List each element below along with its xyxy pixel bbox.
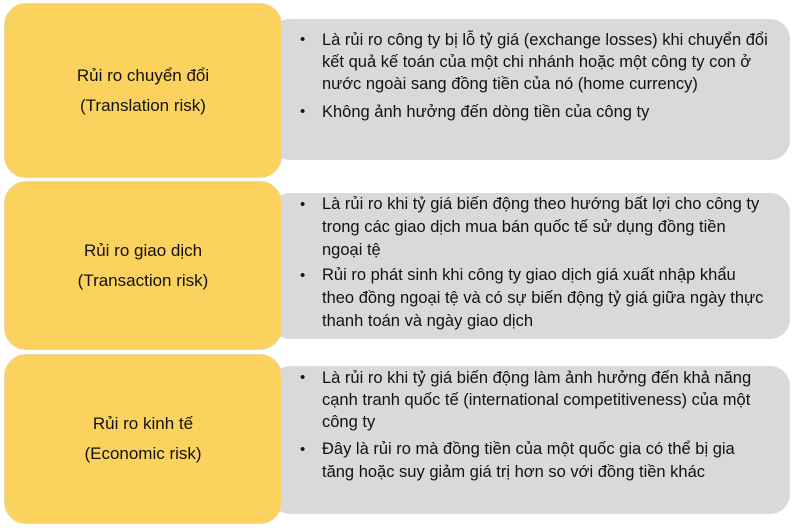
bullet-icon: • — [300, 267, 306, 284]
risk-title: Rủi ro chuyển đổi — [76, 65, 210, 85]
bullet-item: • Không ảnh hưởng đến dòng tiền của công ty — [300, 103, 650, 121]
bullet-icon: • — [300, 369, 306, 386]
bullet-icon: • — [300, 31, 306, 48]
risk-subtitle: (Economic risk) — [84, 444, 202, 463]
bullet-list — [300, 193, 768, 333]
bullet-item: • Là rủi ro công ty bị lỗ tỷ giá (exchange losses) khi chuyển đổi kết quả kế toán của một chi nhánh hoặc một công ty con ở nước ngoài sang đồng tiền của nó (home currency) — [300, 31, 768, 93]
bullet-item: • Rủi ro phát sinh khi công ty giao dịch giá xuất nhập khẩu theo đồng ngoại tệ và có sự biến động tỷ giá giữa ngày thực thanh toán và ngày giao dịch — [300, 266, 764, 330]
bullet-item: • Là rủi ro khi tỷ giá biến động làm ảnh hưởng đến khả năng cạnh tranh quốc tế (international competitiveness) của một công ty — [300, 369, 752, 431]
risk-title: Rủi ro kinh tế — [92, 414, 194, 433]
bullet-icon: • — [300, 103, 306, 120]
risk-description-box — [270, 366, 790, 514]
risk-label-box — [4, 3, 282, 178]
risk-label-box — [4, 181, 282, 350]
bullet-icon: • — [300, 196, 306, 213]
risk-subtitle: (Translation risk) — [80, 95, 206, 115]
bullet-list — [300, 367, 768, 484]
bullet-list — [300, 29, 768, 123]
risk-description-box — [270, 19, 790, 160]
risk-subtitle: (Transaction risk) — [77, 270, 209, 290]
bullet-item: • Là rủi ro khi tỷ giá biến động theo hướng bất lợi cho công ty trong các giao dịch mua bán quốc tế sử dụng đồng tiền ngoại tệ — [300, 195, 760, 259]
risk-title: Rủi ro giao dịch — [83, 240, 203, 260]
bullet-item: • Đây là rủi ro mà đồng tiền của một quốc gia có thể bị gia tăng hoặc suy giảm giá trị hơn so với đồng tiền khác — [300, 440, 735, 481]
risk-label-box — [4, 354, 282, 524]
risk-description-box — [270, 193, 790, 339]
bullet-icon: • — [300, 441, 306, 458]
